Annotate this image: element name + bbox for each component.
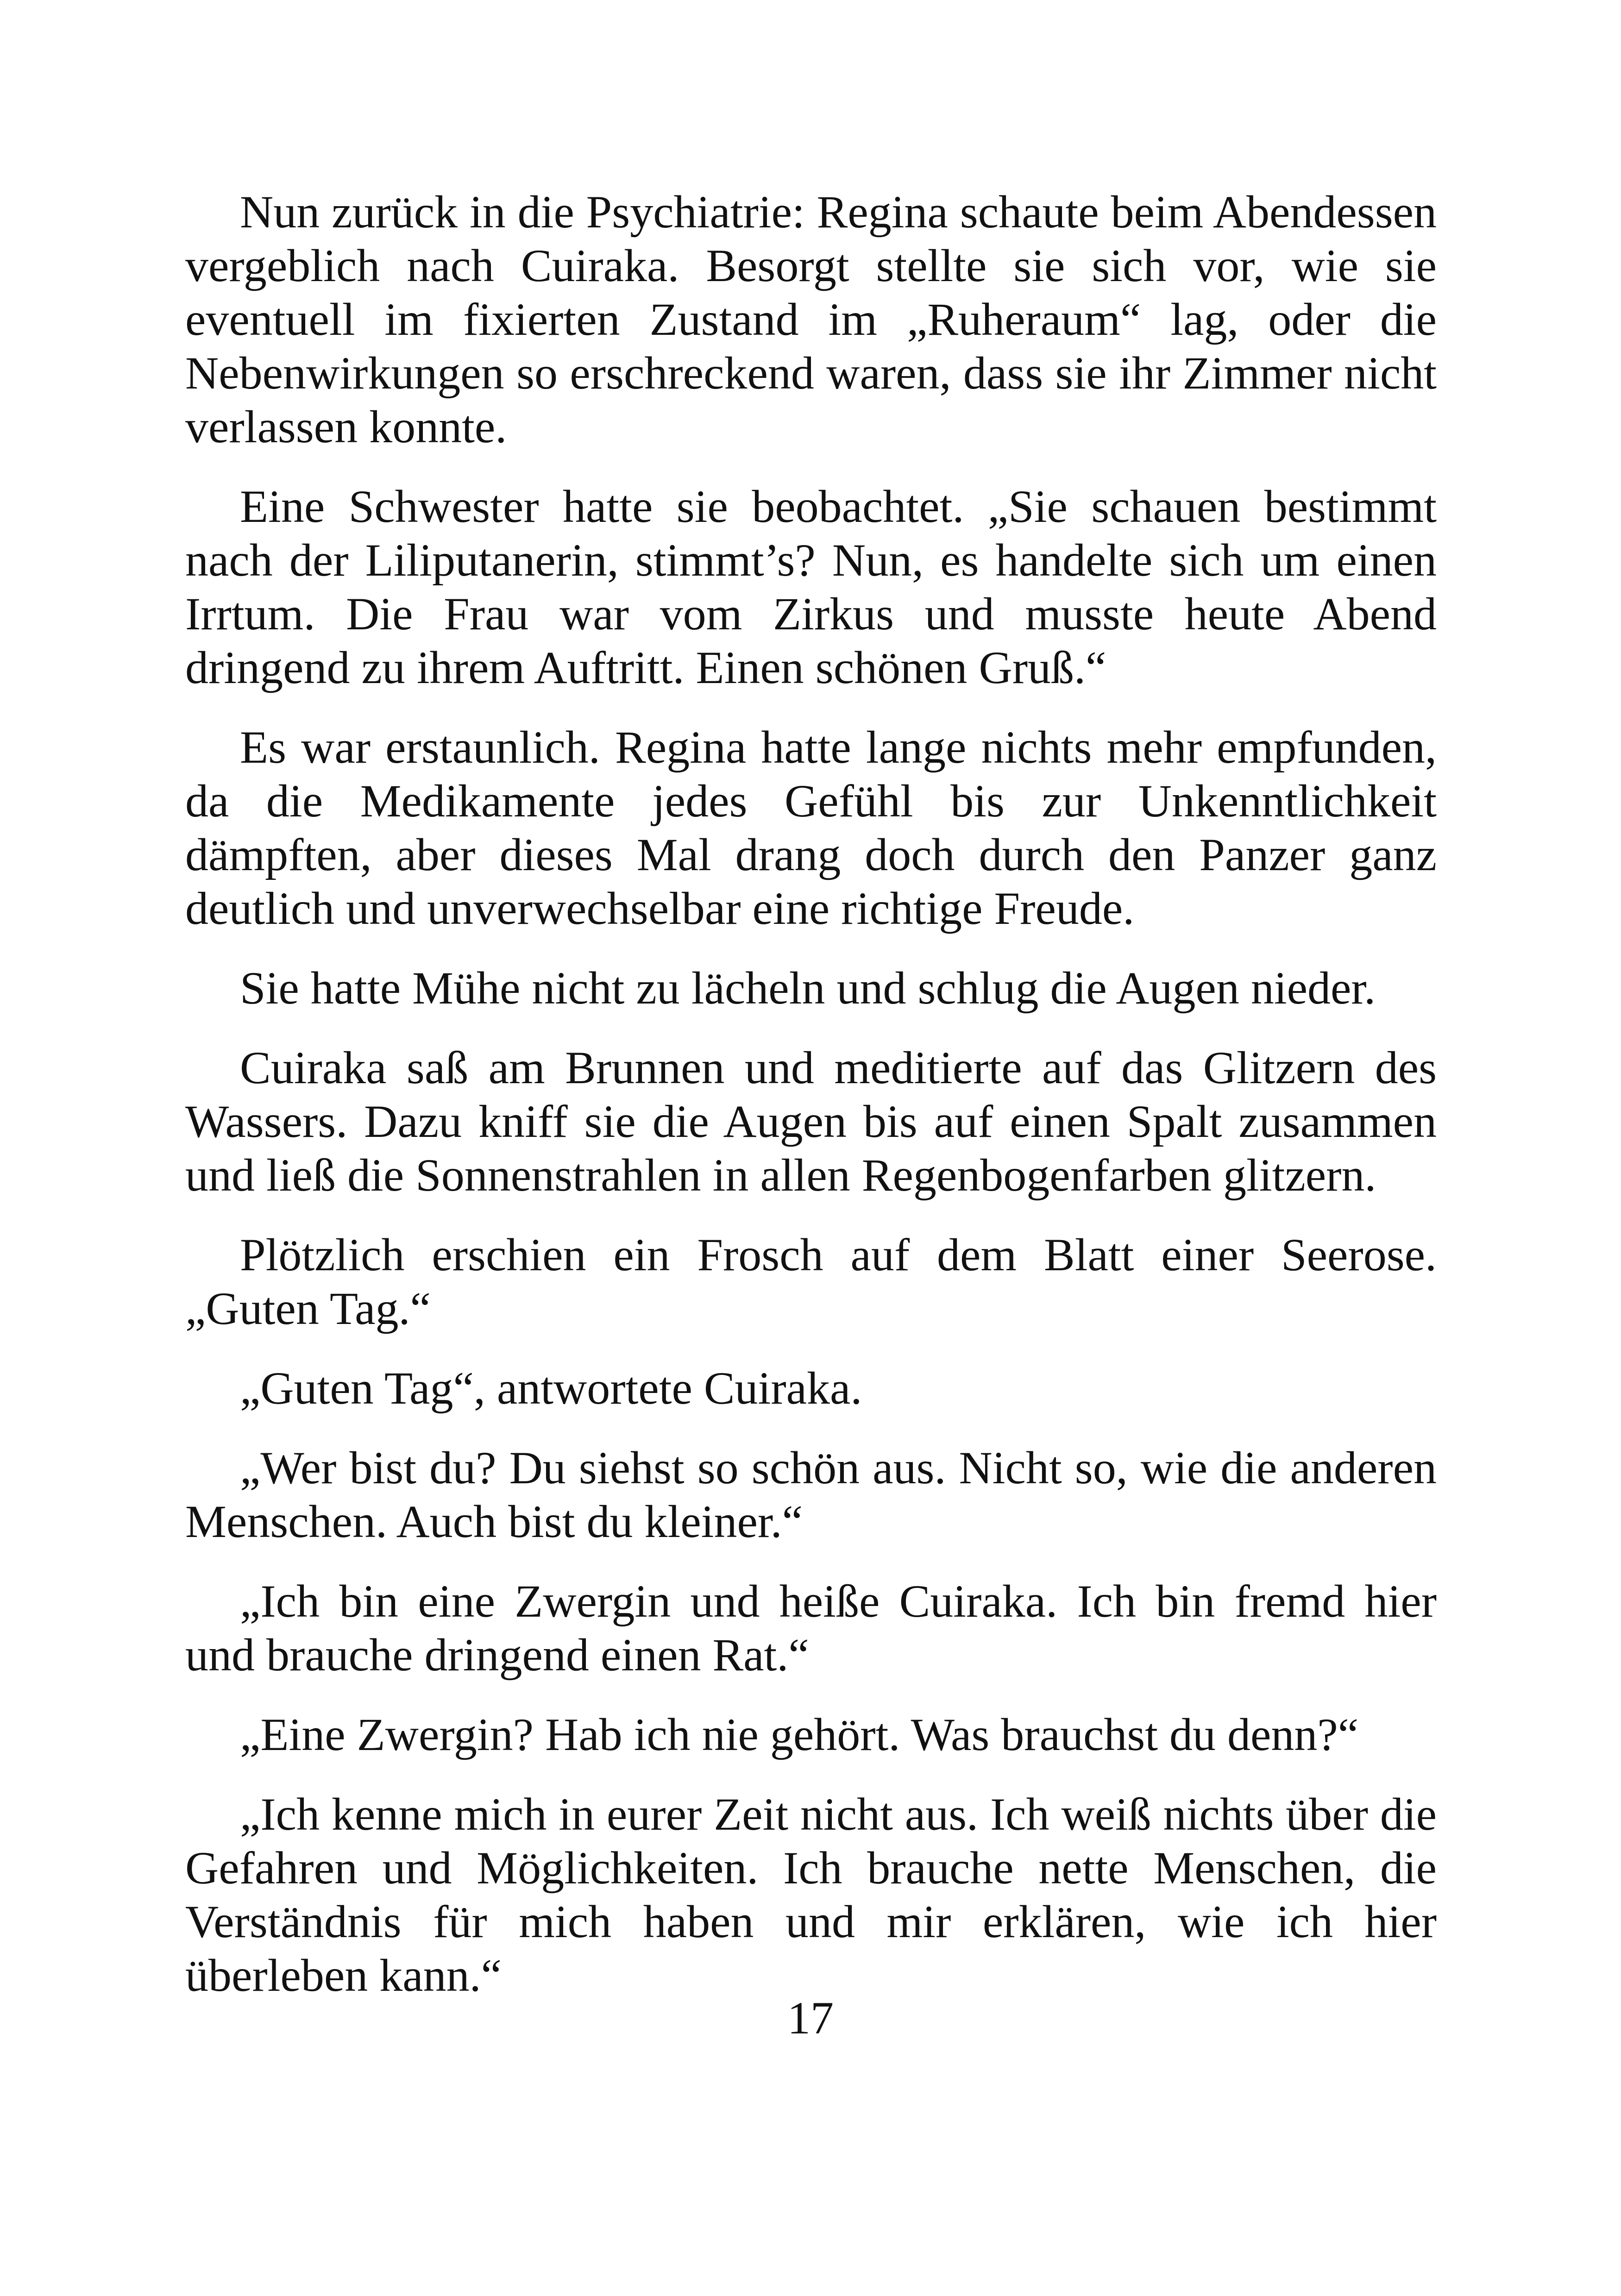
paragraph: „Ich kenne mich in eurer Zeit nicht aus. Ich weiß nichts über die Gefahren und Möglichkeiten. Ich brauche nette Menschen, die Verständnis für mich haben und mir erklären, wie ich hier überleben kann.“ — [185, 1788, 1437, 2001]
paragraph: „Guten Tag“, antwortete Cuiraka. — [240, 1362, 862, 1414]
paragraph: Es war erstaunlich. Regina hatte lange nichts mehr empfunden, da die Medikamente jedes Gefühl bis zur Unkenntlichkeit dämpften, aber dieses Mal drang doch durch den Panzer ganz deutlich und unverwechselbar eine richtige Freude. — [185, 721, 1437, 934]
page-number: 17 — [787, 1992, 834, 2044]
paragraph: Plötzlich erschien ein Frosch auf dem Blatt einer Seerose. „Guten Tag.“ — [185, 1229, 1437, 1334]
page-body — [185, 185, 1437, 2028]
paragraph: Nun zurück in die Psychiatrie: Regina schaute beim Abendessen vergeblich nach Cuiraka. Besorgt stellte sie sich vor, wie sie eventuell im fixierten Zustand im „Ruheraum“ lag, oder die Nebenwirkungen so erschreckend waren, dass sie ihr Zimmer nicht verlassen konnte. — [185, 186, 1437, 452]
paragraph: Cuiraka saß am Brunnen und meditierte auf das Glitzern des Wassers. Dazu kniff sie die Augen bis auf einen Spalt zusammen und ließ die Sonnenstrahlen in allen Regenbogenfarben glitzern. — [185, 1042, 1437, 1201]
paragraph: Eine Schwester hatte sie beobachtet. „Sie schauen bestimmt nach der Liliputanerin, stimmt’s? Nun, es handelte sich um einen Irrtum. Die Frau war vom Zirkus und musste heute Abend dringend zu ihrem Auftritt. Einen schönen Gruß.“ — [185, 481, 1437, 693]
paragraph: „Eine Zwergin? Hab ich nie gehört. Was brauchst du denn?“ — [240, 1709, 1359, 1760]
paragraph: „Ich bin eine Zwergin und heiße Cuiraka. Ich bin fremd hier und brauche dringend einen Rat.“ — [185, 1575, 1437, 1681]
paragraph: „Wer bist du? Du siehst so schön aus. Nicht so, wie die anderen Menschen. Auch bist du kleiner.“ — [185, 1442, 1437, 1547]
paragraph: Sie hatte Mühe nicht zu lächeln und schlug die Augen nieder. — [240, 962, 1376, 1014]
